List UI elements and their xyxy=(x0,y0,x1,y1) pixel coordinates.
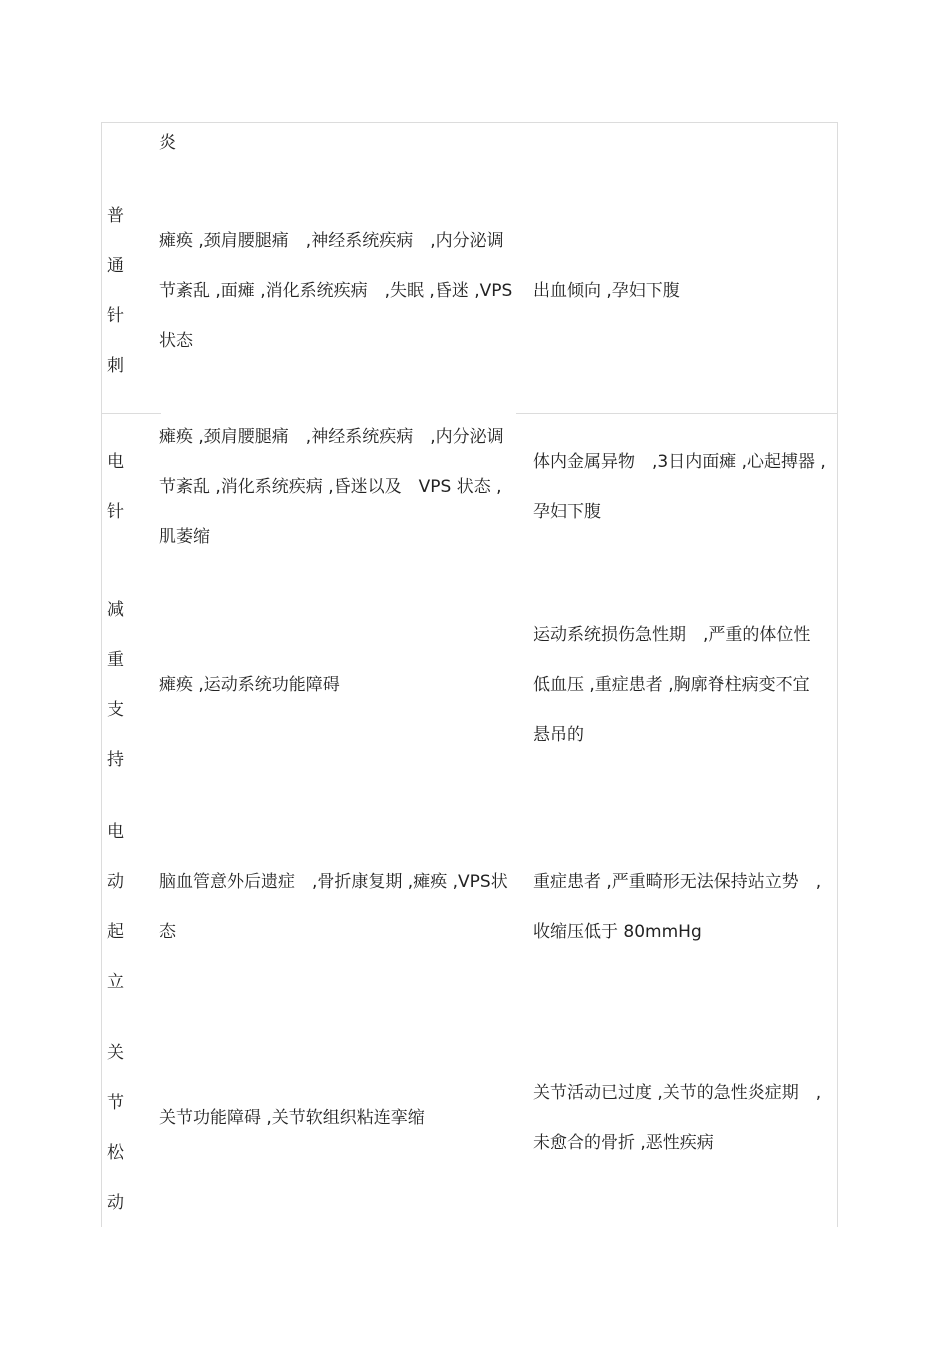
indication-cell xyxy=(159,118,519,168)
name-char: 针 xyxy=(107,502,124,522)
name-char: 动 xyxy=(107,1193,124,1213)
name-char: 节 xyxy=(107,1093,124,1113)
name-char: 刺 xyxy=(107,356,124,376)
indication-line: 节紊乱 ,消化系统疾病 ,昏迷以及 VPS 状态 , xyxy=(159,477,502,497)
indication-cell xyxy=(159,857,519,957)
name-char: 松 xyxy=(107,1143,124,1163)
table-left-border xyxy=(101,122,102,1227)
treatment-name xyxy=(107,1028,137,1228)
name-char: 通 xyxy=(107,256,124,276)
treatment-name xyxy=(107,807,137,1007)
name-char: 立 xyxy=(107,972,124,992)
name-char: 普 xyxy=(107,206,124,226)
contraindication-line: 体内金属异物 ,3日内面瘫 ,心起搏器 , xyxy=(533,452,826,472)
indication-line: 节紊乱 ,面瘫 ,消化系统疾病 ,失眠 ,昏迷 ,VPS xyxy=(159,281,513,301)
contraindication-cell xyxy=(533,1068,838,1168)
contraindication-line: 运动系统损伤急性期 ,严重的体位性 xyxy=(533,625,811,645)
contraindication-cell xyxy=(533,610,838,760)
name-char: 动 xyxy=(107,872,124,892)
name-char: 电 xyxy=(107,822,124,842)
indication-cell xyxy=(159,660,519,710)
indication-text: 炎 xyxy=(159,133,176,153)
name-char: 减 xyxy=(107,600,124,620)
contraindication-line: 关节活动已过度 ,关节的急性炎症期 , xyxy=(533,1083,822,1103)
treatment-name xyxy=(107,585,137,785)
indication-line: 瘫痪 ,颈肩腰腿痛 ,神经系统疾病 ,内分泌调 xyxy=(159,427,504,447)
contraindication-cell xyxy=(533,266,838,316)
contraindication-line: 收缩压低于 80mmHg xyxy=(533,922,702,942)
name-char: 电 xyxy=(107,452,124,472)
indication-cell xyxy=(159,412,519,562)
row-divider xyxy=(101,413,161,414)
indication-cell xyxy=(159,216,519,366)
name-char: 起 xyxy=(107,922,124,942)
contraindication-cell xyxy=(533,857,838,957)
indication-line: 态 xyxy=(159,922,176,942)
contraindication-line: 孕妇下腹 xyxy=(533,502,601,522)
name-char: 支 xyxy=(107,700,124,720)
contraindication-line: 悬吊的 xyxy=(533,725,584,745)
indication-line: 瘫痪 ,运动系统功能障碍 xyxy=(159,675,340,695)
treatment-name xyxy=(107,191,137,391)
treatment-table xyxy=(101,122,838,1227)
contraindication-cell xyxy=(533,437,838,537)
name-char: 关 xyxy=(107,1043,124,1063)
contraindication-line: 未愈合的骨折 ,恶性疾病 xyxy=(533,1133,714,1153)
indication-line: 肌萎缩 xyxy=(159,527,210,547)
name-char: 重 xyxy=(107,650,124,670)
indication-line: 关节功能障碍 ,关节软组织粘连挛缩 xyxy=(159,1108,425,1128)
indication-line: 瘫痪 ,颈肩腰腿痛 ,神经系统疾病 ,内分泌调 xyxy=(159,231,504,251)
contraindication-line: 重症患者 ,严重畸形无法保持站立势 , xyxy=(533,872,822,892)
treatment-name xyxy=(107,437,137,537)
indication-line: 状态 xyxy=(159,331,193,351)
name-char: 针 xyxy=(107,306,124,326)
name-char: 持 xyxy=(107,750,124,770)
indication-line: 脑血管意外后遗症 ,骨折康复期 ,瘫痪 ,VPS状 xyxy=(159,872,508,892)
row-divider xyxy=(516,413,838,414)
contraindication-line: 出血倾向 ,孕妇下腹 xyxy=(533,281,680,301)
contraindication-line: 低血压 ,重症患者 ,胸廓脊柱病变不宜 xyxy=(533,675,810,695)
indication-cell xyxy=(159,1093,519,1143)
